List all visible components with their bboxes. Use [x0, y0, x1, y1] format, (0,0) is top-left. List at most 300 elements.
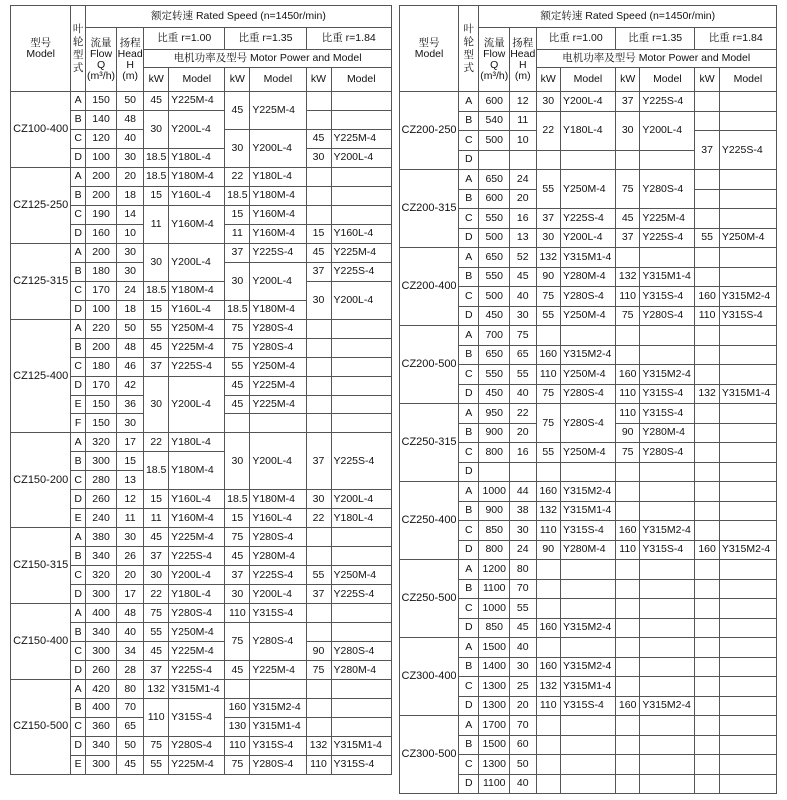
motor-model	[640, 326, 695, 346]
model-column-header: Model	[250, 68, 306, 92]
impeller-type: A	[71, 243, 86, 262]
motor-kw: 110	[225, 604, 250, 623]
motor-kw: 75	[536, 404, 560, 443]
model-header: 型号 Model	[400, 6, 459, 92]
motor-model	[560, 735, 615, 755]
motor-model: Y280S-4	[640, 306, 695, 326]
motor-kw: 37	[225, 566, 250, 585]
motor-kw: 45	[306, 129, 331, 148]
head-value: 11	[510, 111, 536, 131]
model-column-header: Model	[560, 68, 615, 92]
flow-value: 850	[479, 521, 510, 541]
impeller-type: A	[459, 92, 479, 112]
impeller-type: D	[459, 384, 479, 404]
motor-model: Y180M-4	[169, 167, 225, 186]
motor-kw: 18.5	[144, 167, 169, 186]
motor-model: Y225S-4	[719, 131, 776, 170]
motor-kw	[695, 696, 719, 716]
impeller-type: B	[71, 699, 86, 718]
motor-kw	[695, 657, 719, 677]
motor-model	[640, 560, 695, 580]
head-value: 46	[117, 357, 144, 376]
motor-model: Y225S-4	[169, 547, 225, 566]
kw-column-header: kW	[225, 68, 250, 92]
motor-model	[719, 579, 776, 599]
flow-header: 流量 Flow Q (m³/h)	[85, 28, 116, 92]
motor-kw: 15	[225, 205, 250, 224]
head-value: 30	[510, 657, 536, 677]
impeller-type: F	[71, 414, 86, 433]
flow-value: 1700	[479, 716, 510, 736]
motor-kw: 30	[144, 243, 169, 281]
motor-model: Y280M-4	[640, 423, 695, 443]
flow-value: 950	[479, 404, 510, 424]
motor-kw: 30	[225, 585, 250, 604]
head-value: 75	[510, 326, 536, 346]
motor-model	[331, 186, 392, 205]
motor-model	[719, 365, 776, 385]
motor-kw	[695, 677, 719, 697]
motor-model: Y200L-4	[169, 243, 225, 281]
motor-kw: 55	[306, 566, 331, 585]
motor-model: Y225M-4	[331, 243, 392, 262]
impeller-type: B	[459, 735, 479, 755]
head-value: 24	[117, 281, 144, 300]
head-value: 20	[510, 696, 536, 716]
flow-value: 800	[479, 540, 510, 560]
flow-value: 550	[479, 209, 510, 229]
impeller-type: D	[459, 774, 479, 794]
motor-kw	[695, 345, 719, 365]
flow-value: 800	[479, 443, 510, 463]
motor-model	[331, 376, 392, 395]
pump-model: CZ150-315	[11, 528, 71, 604]
impeller-type: B	[459, 345, 479, 365]
motor-kw: 132	[536, 501, 560, 521]
motor-model: Y225S-4	[331, 433, 392, 490]
motor-model	[719, 755, 776, 775]
motor-kw	[536, 774, 560, 794]
motor-kw: 45	[225, 395, 250, 414]
motor-model	[331, 167, 392, 186]
motor-kw	[306, 699, 331, 718]
head-value	[510, 150, 536, 170]
impeller-type: B	[459, 267, 479, 287]
motor-kw: 37	[306, 262, 331, 281]
motor-kw	[306, 186, 331, 205]
flow-value: 900	[479, 501, 510, 521]
flow-value: 1100	[479, 774, 510, 794]
motor-model: Y315S-4	[560, 696, 615, 716]
flow-value: 550	[479, 365, 510, 385]
motor-kw	[615, 677, 639, 697]
head-value: 20	[117, 566, 144, 585]
motor-model: Y315M1-4	[331, 736, 392, 755]
motor-model	[719, 735, 776, 755]
motor-model	[640, 657, 695, 677]
motor-kw	[306, 338, 331, 357]
impeller-type: C	[459, 599, 479, 619]
motor-kw	[225, 680, 250, 699]
pump-model: CZ300-500	[400, 716, 459, 794]
motor-model: Y225M-4	[169, 338, 225, 357]
motor-model	[640, 599, 695, 619]
flow-value: 420	[85, 680, 116, 699]
motor-model	[640, 638, 695, 658]
impeller-type: B	[459, 423, 479, 443]
motor-kw: 160	[695, 540, 719, 560]
model-column-header: Model	[169, 68, 225, 92]
motor-kw: 30	[225, 433, 250, 490]
motor-kw	[695, 423, 719, 443]
motor-kw	[615, 774, 639, 794]
motor-model: Y315S-4	[719, 306, 776, 326]
motor-kw	[306, 414, 331, 433]
flow-value: 1300	[479, 696, 510, 716]
motor-model: Y180M-4	[250, 490, 306, 509]
motor-kw: 37	[306, 585, 331, 604]
motor-kw: 90	[615, 423, 639, 443]
motor-kw: 45	[225, 661, 250, 680]
head-value: 70	[510, 716, 536, 736]
motor-kw	[695, 560, 719, 580]
motor-kw: 75	[615, 170, 639, 209]
motor-model	[640, 501, 695, 521]
flow-value: 260	[85, 490, 116, 509]
head-value: 55	[510, 599, 536, 619]
motor-kw: 22	[144, 433, 169, 452]
pump-model: CZ150-400	[11, 604, 71, 680]
motor-kw	[306, 528, 331, 547]
motor-kw	[615, 560, 639, 580]
head-value: 30	[510, 306, 536, 326]
motor-model: Y200L-4	[250, 585, 306, 604]
motor-model	[719, 248, 776, 268]
motor-model: Y250M-4	[331, 566, 392, 585]
head-value: 65	[510, 345, 536, 365]
flow-value: 600	[479, 189, 510, 209]
motor-model	[331, 547, 392, 566]
motor-kw	[615, 716, 639, 736]
motor-model: Y225S-4	[331, 585, 392, 604]
motor-model: Y280S-4	[250, 319, 306, 338]
motor-model: Y225M-4	[250, 395, 306, 414]
motor-model: Y160M-4	[169, 205, 225, 243]
head-value: 16	[510, 209, 536, 229]
motor-kw: 132	[536, 248, 560, 268]
kw-column-header: kW	[536, 68, 560, 92]
impeller-type: D	[71, 376, 86, 395]
model-column-header: Model	[719, 68, 776, 92]
impeller-type: B	[71, 452, 86, 471]
motor-kw	[695, 755, 719, 775]
pump-model: CZ125-250	[11, 167, 71, 243]
head-value: 40	[510, 384, 536, 404]
head-value: 80	[117, 680, 144, 699]
flow-header: 流量 Flow Q (m³/h)	[479, 28, 510, 92]
motor-model: Y180M-4	[169, 452, 225, 490]
head-value: 50	[510, 755, 536, 775]
flow-value: 850	[479, 618, 510, 638]
motor-kw	[615, 579, 639, 599]
flow-value: 150	[85, 395, 116, 414]
head-value: 36	[117, 395, 144, 414]
impeller-type: B	[71, 110, 86, 129]
motor-model: Y200L-4	[560, 92, 615, 112]
motor-kw	[695, 404, 719, 424]
motor-model: Y280S-4	[250, 755, 306, 774]
motor-kw: 75	[615, 306, 639, 326]
motor-kw: 55	[225, 357, 250, 376]
motor-model: Y315M1-4	[560, 501, 615, 521]
motor-kw	[536, 735, 560, 755]
flow-value: 400	[85, 699, 116, 718]
motor-kw: 75	[225, 528, 250, 547]
motor-model	[719, 618, 776, 638]
motor-kw: 75	[225, 755, 250, 774]
motor-kw: 30	[225, 262, 250, 300]
pump-model: CZ150-200	[11, 433, 71, 528]
head-value: 48	[117, 110, 144, 129]
impeller-type: C	[459, 521, 479, 541]
motor-model	[719, 774, 776, 794]
motor-model	[719, 501, 776, 521]
motor-kw: 110	[615, 540, 639, 560]
motor-model	[640, 774, 695, 794]
motor-kw: 110	[615, 404, 639, 424]
pump-model: CZ125-315	[11, 243, 71, 319]
flow-value: 1000	[479, 482, 510, 502]
impeller-type: D	[459, 462, 479, 482]
flow-value: 450	[479, 384, 510, 404]
motor-kw: 30	[306, 490, 331, 509]
kw-column-header: kW	[615, 68, 639, 92]
table-row	[400, 92, 777, 112]
flow-value: 280	[85, 471, 116, 490]
pump-model: CZ250-400	[400, 482, 459, 560]
motor-kw	[695, 501, 719, 521]
motor-model	[719, 482, 776, 502]
head-value: 14	[117, 205, 144, 224]
table-row	[400, 638, 777, 658]
motor-model	[719, 326, 776, 346]
pump-model: CZ300-400	[400, 638, 459, 716]
motor-model: Y200L-4	[331, 490, 392, 509]
motor-kw	[695, 326, 719, 346]
flow-value: 240	[85, 509, 116, 528]
impeller-type: B	[71, 338, 86, 357]
impeller-type: C	[71, 642, 86, 661]
impeller-type: E	[71, 755, 86, 774]
head-value: 12	[510, 92, 536, 112]
motor-model	[640, 677, 695, 697]
head-value: 28	[117, 661, 144, 680]
impeller-type: B	[71, 262, 86, 281]
head-value: 40	[510, 287, 536, 307]
head-value: 20	[510, 423, 536, 443]
motor-kw	[306, 319, 331, 338]
motor-kw	[695, 735, 719, 755]
motor-kw: 160	[536, 618, 560, 638]
motor-model: Y200L-4	[169, 110, 225, 148]
head-value: 25	[510, 677, 536, 697]
head-value: 30	[117, 262, 144, 281]
motor-model: Y180L-4	[169, 148, 225, 167]
motor-kw: 37	[144, 661, 169, 680]
motor-model: Y315M2-4	[560, 482, 615, 502]
motor-model: Y315S-4	[169, 699, 225, 737]
motor-kw	[695, 365, 719, 385]
impeller-header: 叶 轮 型 式	[71, 6, 86, 92]
motor-header: 电机功率及型号 Motor Power and Model	[144, 50, 392, 68]
motor-kw	[615, 326, 639, 346]
motor-model: Y250M-4	[560, 443, 615, 463]
motor-kw: 110	[306, 755, 331, 774]
motor-model: Y225M-4	[331, 129, 392, 148]
motor-model: Y315M1-4	[719, 384, 776, 404]
motor-kw: 75	[536, 287, 560, 307]
motor-kw: 45	[144, 642, 169, 661]
head-value: 40	[510, 638, 536, 658]
flow-value: 120	[85, 129, 116, 148]
impeller-type: D	[71, 661, 86, 680]
motor-model: Y315S-4	[560, 521, 615, 541]
motor-model: Y225S-4	[640, 228, 695, 248]
impeller-type: A	[459, 716, 479, 736]
motor-model: Y200L-4	[331, 281, 392, 319]
motor-kw: 18.5	[144, 148, 169, 167]
impeller-type: D	[459, 618, 479, 638]
flow-value: 540	[479, 111, 510, 131]
sg2-header: 比重 r=1.35	[615, 28, 694, 50]
table-row	[11, 243, 392, 262]
impeller-type: D	[459, 540, 479, 560]
impeller-type: C	[71, 566, 86, 585]
motor-kw	[306, 623, 331, 642]
motor-model: Y280M-4	[560, 267, 615, 287]
flow-value: 320	[85, 566, 116, 585]
motor-kw: 160	[615, 696, 639, 716]
head-value: 24	[510, 170, 536, 190]
motor-model: Y315M2-4	[560, 345, 615, 365]
flow-value: 1500	[479, 638, 510, 658]
motor-model	[331, 623, 392, 642]
motor-kw: 55	[144, 623, 169, 642]
motor-model: Y180M-4	[169, 281, 225, 300]
motor-kw	[695, 716, 719, 736]
impeller-type: A	[71, 167, 86, 186]
motor-kw: 37	[144, 547, 169, 566]
head-value: 40	[117, 623, 144, 642]
motor-kw	[306, 92, 331, 111]
motor-kw: 18.5	[225, 300, 250, 319]
motor-model: Y225S-4	[560, 209, 615, 229]
motor-kw	[306, 717, 331, 736]
motor-model: Y315M1-4	[169, 680, 225, 699]
impeller-type: C	[71, 129, 86, 148]
motor-model: Y200L-4	[250, 129, 306, 167]
motor-model: Y250M-4	[560, 365, 615, 385]
motor-kw: 30	[225, 129, 250, 167]
flow-value: 1500	[479, 735, 510, 755]
motor-kw	[536, 579, 560, 599]
flow-value: 500	[479, 131, 510, 151]
impeller-type: A	[71, 680, 86, 699]
motor-model: Y280S-4	[560, 287, 615, 307]
motor-kw	[695, 521, 719, 541]
sg3-header: 比重 r=1.84	[695, 28, 777, 50]
motor-kw: 160	[615, 365, 639, 385]
motor-model: Y180L-4	[250, 167, 306, 186]
motor-model	[640, 755, 695, 775]
impeller-type: B	[459, 657, 479, 677]
motor-model: Y315M2-4	[719, 540, 776, 560]
motor-model: Y200L-4	[250, 262, 306, 300]
pump-model: CZ150-500	[11, 680, 71, 775]
flow-value: 180	[85, 357, 116, 376]
head-value: 30	[117, 528, 144, 547]
motor-model	[719, 716, 776, 736]
head-value: 30	[510, 521, 536, 541]
motor-kw	[536, 755, 560, 775]
motor-kw: 160	[536, 657, 560, 677]
pump-model: CZ250-500	[400, 560, 459, 638]
flow-value: 600	[479, 92, 510, 112]
motor-model: Y160L-4	[169, 186, 225, 205]
motor-kw	[536, 716, 560, 736]
impeller-type: B	[459, 111, 479, 131]
motor-kw: 110	[695, 306, 719, 326]
motor-model: Y280S-4	[560, 384, 615, 404]
motor-model: Y160M-4	[169, 509, 225, 528]
flow-value: 650	[479, 248, 510, 268]
motor-kw: 30	[144, 110, 169, 148]
motor-model: Y315S-4	[640, 540, 695, 560]
motor-model: Y225S-4	[640, 92, 695, 112]
motor-model: Y315S-4	[640, 384, 695, 404]
motor-model: Y315S-4	[331, 755, 392, 774]
flow-value: 700	[479, 326, 510, 346]
motor-model: Y250M-4	[169, 319, 225, 338]
table-row	[11, 680, 392, 699]
motor-kw: 110	[225, 736, 250, 755]
impeller-type: E	[71, 509, 86, 528]
motor-model	[719, 170, 776, 190]
motor-model	[640, 462, 695, 482]
head-value: 70	[510, 579, 536, 599]
impeller-type: C	[71, 281, 86, 300]
head-value: 65	[117, 717, 144, 736]
head-value: 26	[117, 547, 144, 566]
motor-kw: 132	[536, 677, 560, 697]
motor-model: Y280S-4	[560, 404, 615, 443]
impeller-type: A	[459, 482, 479, 502]
motor-kw: 90	[536, 267, 560, 287]
flow-value: 200	[85, 338, 116, 357]
motor-model	[719, 696, 776, 716]
flow-value: 200	[85, 186, 116, 205]
impeller-type: B	[71, 623, 86, 642]
motor-model	[331, 717, 392, 736]
motor-model: Y315M2-4	[560, 657, 615, 677]
flow-value: 300	[85, 585, 116, 604]
motor-kw	[695, 443, 719, 463]
motor-kw: 75	[144, 736, 169, 755]
motor-kw: 110	[144, 699, 169, 737]
motor-model	[719, 423, 776, 443]
head-value: 50	[117, 319, 144, 338]
motor-kw: 15	[306, 224, 331, 243]
